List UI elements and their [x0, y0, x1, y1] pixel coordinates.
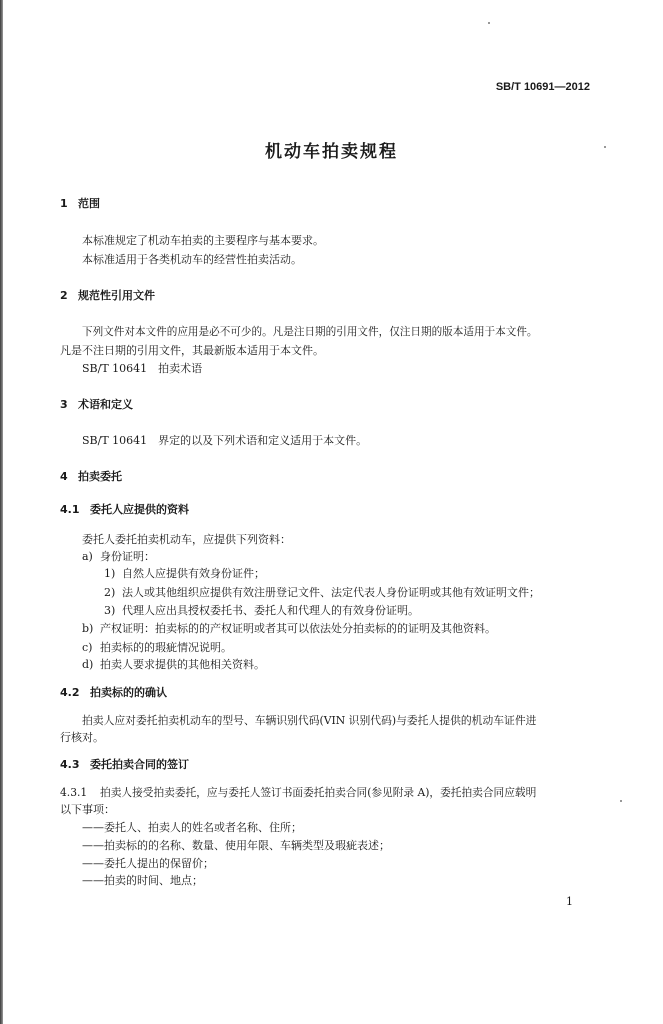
paragraph: 拍卖人应对委托拍卖机动车的型号、车辆识别代码(VIN 识别代码)与委托人提供的机动车证件进 [82, 714, 537, 727]
paragraph [60, 786, 536, 800]
dash-list-item: ——拍卖标的的名称、数量、使用年限、车辆类型及瑕疵表述； [82, 839, 390, 852]
section-title: 范围 [78, 197, 100, 210]
list-item [82, 622, 496, 636]
section-4-heading [60, 470, 122, 484]
list-label: c) [82, 641, 93, 654]
paragraph: SB/T 10641 界定的以及下列术语和定义适用于本文件。 [82, 434, 368, 447]
standard-code: SB/T 10691—2012 [495, 81, 590, 93]
reference-entry: SB/T 10641 拍卖术语 [82, 362, 203, 375]
paragraph: 以下事项： [60, 803, 115, 816]
section-number: 4.2 [60, 686, 80, 699]
sub-list-item [104, 567, 265, 581]
list-text: 代理人应出具授权委托书、委托人和代理人的有效身份证明。 [122, 604, 419, 617]
paragraph: 委托人委托拍卖机动车，应提供下列资料： [82, 533, 291, 546]
section-title: 拍卖标的的确认 [90, 686, 167, 699]
section-number: 4.3 [60, 758, 80, 771]
paragraph: 本标准规定了机动车拍卖的主要程序与基本要求。 [82, 234, 324, 247]
list-label: 1) [104, 567, 116, 580]
section-4-3-heading [60, 758, 189, 772]
page-title: 机动车拍卖规程 [265, 142, 398, 162]
list-text: 拍卖标的的瑕疵情况说明。 [100, 641, 232, 654]
list-text: 自然人应提供有效身份证件； [122, 567, 265, 580]
list-label: 2) [104, 586, 116, 599]
section-4-1-heading [60, 503, 189, 517]
section-2-heading [60, 289, 155, 303]
list-text: 拍卖人要求提供的其他相关资料。 [100, 658, 265, 671]
section-title: 委托拍卖合同的签订 [90, 758, 189, 771]
paragraph: 本标准适用于各类机动车的经营性拍卖活动。 [82, 253, 302, 266]
clause-text: 拍卖人接受拍卖委托，应与委托人签订书面委托拍卖合同(参见附录 A)，委托拍卖合同应载明 [100, 786, 537, 799]
section-title: 规范性引用文件 [78, 289, 155, 302]
paragraph: 下列文件对本文件的应用是必不可少的。凡是注日期的引用文件，仅注日期的版本适用于本文件。 [82, 326, 538, 338]
section-number: 2 [60, 289, 68, 302]
section-4-2-heading [60, 686, 167, 700]
clause-number: 4.3.1 [60, 786, 88, 799]
sub-list-item [104, 586, 540, 600]
list-text: 法人或其他组织应提供有效注册登记文件、法定代表人身份证明或其他有效证明文件； [122, 586, 540, 599]
list-item [82, 641, 232, 655]
dash-list-item: ——委托人、拍卖人的姓名或者名称、住所； [82, 821, 302, 834]
scan-speck [488, 22, 490, 24]
section-1-heading [60, 197, 100, 211]
list-label: a) [82, 550, 93, 563]
section-3-heading [60, 398, 133, 412]
list-label: b) [82, 622, 94, 635]
list-item [82, 550, 155, 564]
dash-list-item: ——拍卖的时间、地点； [82, 874, 203, 887]
section-title: 委托人应提供的资料 [90, 503, 189, 516]
list-item [82, 658, 265, 672]
paragraph: 凡是不注日期的引用文件，其最新版本适用于本文件。 [60, 344, 324, 357]
section-number: 4 [60, 470, 68, 483]
list-text: 身份证明： [100, 550, 155, 563]
scan-speck [604, 146, 606, 148]
list-label: d) [82, 658, 94, 671]
scan-speck [620, 800, 622, 802]
paragraph: 行核对。 [60, 731, 104, 744]
section-number: 4.1 [60, 503, 80, 516]
list-label: 3) [104, 604, 116, 617]
section-number: 3 [60, 398, 68, 411]
page-number: 1 [566, 895, 573, 908]
list-text: 产权证明：拍卖标的的产权证明或者其可以依法处分拍卖标的的证明及其他资料。 [100, 622, 496, 635]
section-title: 术语和定义 [78, 398, 133, 411]
dash-list-item: ——委托人提出的保留价； [82, 857, 214, 870]
section-title: 拍卖委托 [78, 470, 122, 483]
sub-list-item [104, 604, 419, 618]
section-number: 1 [60, 197, 68, 210]
